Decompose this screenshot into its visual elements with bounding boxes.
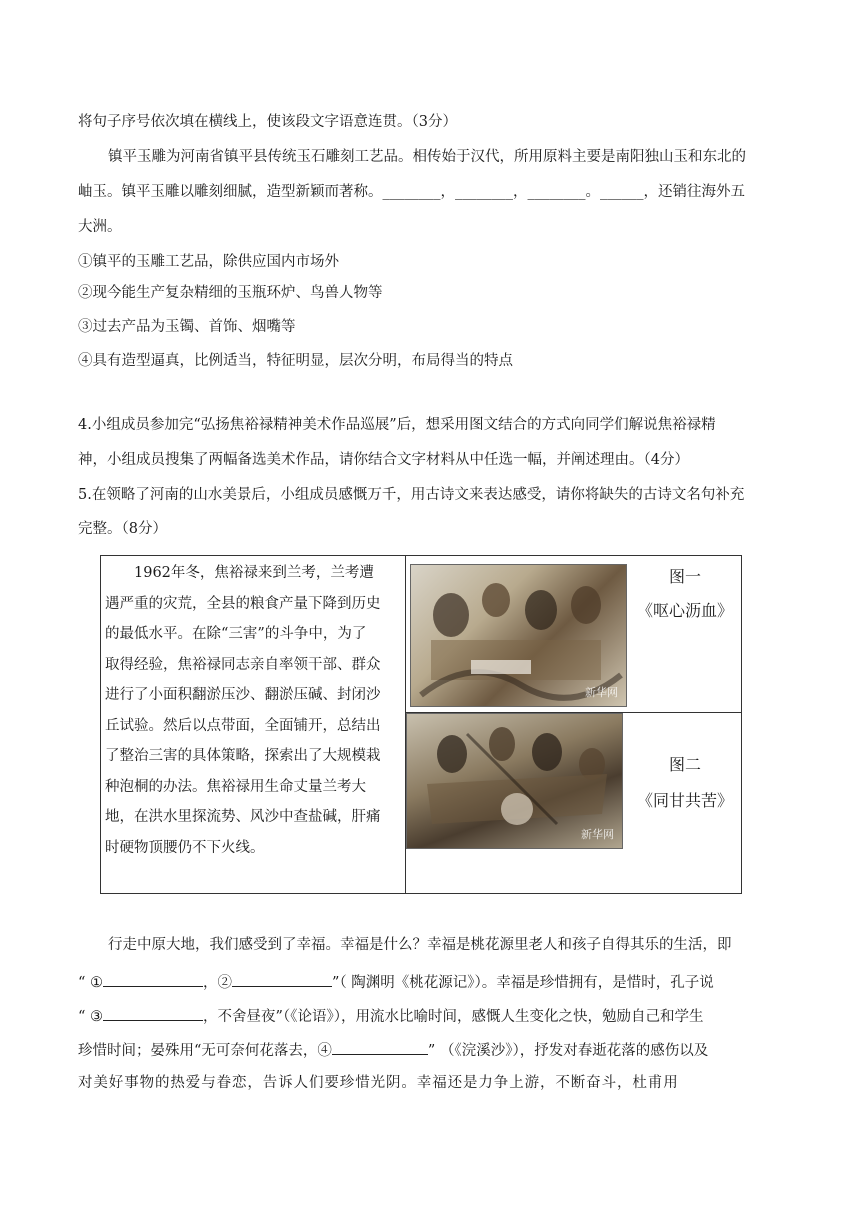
figure2-label: 图二 (668, 755, 701, 774)
poem-l2-text-a: “ ① (78, 975, 104, 991)
q3-passage-line2: 岫玉。镇平玉雕以雕刻细腻，造型新颖而著称。________，________，________。______，还销往海外五 (78, 184, 745, 200)
figure2-watermark: 新华网 (581, 828, 614, 841)
blank-3[interactable] (103, 1004, 203, 1021)
q5-line2: 完整。（8分） (78, 521, 167, 537)
poem-l3-text-a: “ ③ (78, 1009, 104, 1025)
figure1-watermark: 新华网 (585, 686, 618, 699)
figure1-painting (410, 564, 627, 707)
q3-instruction: 将句子序号依次填在横线上，使该段文字语意连贯。（3分） (78, 114, 457, 130)
q3-option-1: ①镇平的玉雕工艺品，除供应国内市场外 (78, 254, 339, 270)
material-table (100, 555, 742, 894)
poem-l3-text-b: ，不舍昼夜”（《论语》），用流水比喻时间，感慨人生变化之快，勉励自己和学生 (203, 1009, 704, 1025)
poem-line5: 对美好事物的热爱与眷恋，告诉人们要珍惜光阴。幸福还是力争上游，不断奋斗，杜甫用 (78, 1075, 679, 1091)
q4-line1: 4.小组成员参加完“弘扬焦裕禄精神美术作品巡展”后，想采用图文结合的方式向同学们解说焦裕禄精 (78, 417, 716, 433)
poem-l4-text-b: ” （《浣溪沙》），抒发对春逝花落的感伤以及 (427, 1043, 709, 1059)
table-text-line: 种泡桐的办法。焦裕禄用生命丈量兰考大 (105, 778, 366, 795)
q3-option-3: ③过去产品为玉镯、首饰、烟嘴等 (78, 319, 296, 335)
table-text-line: 地，在洪水里探流势、风沙中查盐碱，肝痛 (105, 809, 381, 825)
table-text-cell (105, 558, 399, 863)
figure2-title: 《同甘共苦》 (636, 791, 733, 810)
poem-l2-text-b: ，② (203, 975, 233, 991)
figure2-painting (406, 713, 623, 849)
poem-l2-text-c: ”（ 陶渊明《桃花源记》）。幸福是珍惜拥有，是惜时，孔子说 (332, 975, 714, 991)
table-text-line: 取得经验，焦裕禄同志亲自率领干部、群众 (105, 656, 381, 673)
figure1-label: 图一 (668, 567, 701, 586)
table-text-line: 丘试验。然后以点带面，全面铺开，总结出 (105, 717, 381, 734)
q3-option-4: ④具有造型逼真，比例适当，特征明显，层次分明，布局得当的特点 (78, 353, 513, 369)
table-text-line: 遇严重的灾荒，全县的粮食产量下降到历史 (105, 595, 381, 612)
blank-2[interactable] (232, 970, 332, 987)
poem-line2 (78, 970, 714, 993)
q3-option-2: ②现今能生产复杂精细的玉瓶环炉、鸟兽人物等 (78, 285, 383, 301)
table-text-line: 了整治三害的具体策略，探索出了大规模栽 (105, 748, 381, 764)
poem-line1: 行走中原大地，我们感受到了幸福。幸福是什么？幸福是桃花源里老人和孩子自得其乐的生活，即 (108, 937, 732, 953)
poem-line3 (78, 1004, 703, 1027)
table-text-line: 进行了小面积翻淤压沙、翻淤压碱、封闭沙 (105, 687, 381, 703)
table-text-line: 的最低水平。在除“三害”的斗争中，为了 (105, 626, 367, 642)
q5-line1: 5.在领略了河南的山水美景后，小组成员感慨万千，用古诗文来表达感受，请你将缺失的古诗文名句补充 (78, 487, 745, 503)
poem-l4-text-a: 珍惜时间；晏殊用“无可奈何花落去，④ (78, 1043, 332, 1059)
q3-passage-line3: 大洲。 (78, 219, 122, 235)
q3-passage-line1: 镇平玉雕为河南省镇平县传统玉石雕刻工艺品。相传始于汉代，所用原料主要是南阳独山玉和东北的 (108, 149, 746, 165)
figure1-title: 《呕心沥血》 (636, 601, 733, 620)
blank-4[interactable] (332, 1038, 428, 1055)
q4-line2: 神，小组成员搜集了两幅备选美术作品，请你结合文字材料从中任选一幅，并阐述理由。（4分） (78, 452, 689, 468)
table-text-line: 时硬物顶腰仍不下火线。 (105, 839, 265, 856)
table-text-line: 1962年冬，焦裕禄来到兰考，兰考遭 (134, 565, 374, 581)
poem-line4 (78, 1038, 708, 1061)
blank-1[interactable] (103, 970, 203, 987)
